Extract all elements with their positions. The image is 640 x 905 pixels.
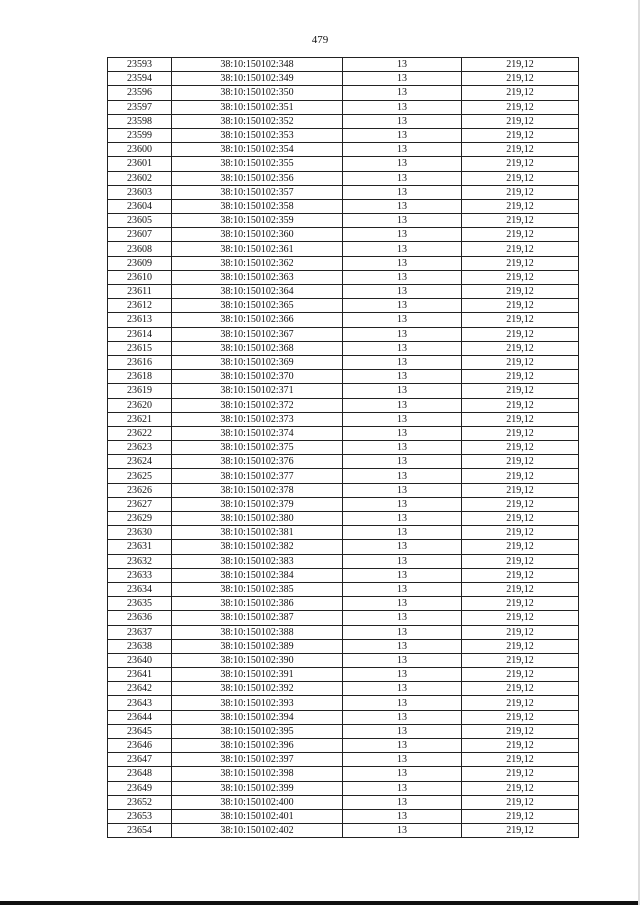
cadastral-number-cell: 38:10:150102:384 [172,568,343,582]
row-number-cell: 23622 [108,426,172,440]
cadastral-number-cell: 38:10:150102:402 [172,824,343,838]
area-cell: 13 [343,540,462,554]
row-number-cell: 23652 [108,795,172,809]
cadastral-number-cell: 38:10:150102:375 [172,441,343,455]
area-cell: 13 [343,270,462,284]
value-cell: 219,12 [462,256,579,270]
cadastral-number-cell: 38:10:150102:392 [172,682,343,696]
cadastral-number-cell: 38:10:150102:353 [172,128,343,142]
cadastral-number-cell: 38:10:150102:368 [172,341,343,355]
table-row [108,781,579,795]
table-row [108,228,579,242]
value-cell: 219,12 [462,341,579,355]
row-number-cell: 23599 [108,128,172,142]
value-cell: 219,12 [462,625,579,639]
area-cell: 13 [343,781,462,795]
value-cell: 219,12 [462,171,579,185]
cadastral-number-cell: 38:10:150102:388 [172,625,343,639]
row-number-cell: 23602 [108,171,172,185]
scan-bottom-edge [0,901,640,905]
row-number-cell: 23596 [108,86,172,100]
value-cell: 219,12 [462,398,579,412]
cadastral-number-cell: 38:10:150102:401 [172,809,343,823]
table-row [108,824,579,838]
table-row [108,724,579,738]
table-body [108,58,579,838]
table-row [108,795,579,809]
area-cell: 13 [343,441,462,455]
table-row [108,270,579,284]
table-row [108,526,579,540]
area-cell: 13 [343,398,462,412]
value-cell: 219,12 [462,611,579,625]
row-number-cell: 23653 [108,809,172,823]
area-cell: 13 [343,313,462,327]
value-cell: 219,12 [462,781,579,795]
table-row [108,469,579,483]
cadastral-number-cell: 38:10:150102:380 [172,512,343,526]
area-cell: 13 [343,299,462,313]
value-cell: 219,12 [462,653,579,667]
table-row [108,682,579,696]
area-cell: 13 [343,469,462,483]
value-cell: 219,12 [462,242,579,256]
row-number-cell: 23611 [108,285,172,299]
value-cell: 219,12 [462,554,579,568]
value-cell: 219,12 [462,469,579,483]
area-cell: 13 [343,809,462,823]
row-number-cell: 23624 [108,455,172,469]
row-number-cell: 23607 [108,228,172,242]
value-cell: 219,12 [462,384,579,398]
value-cell: 219,12 [462,185,579,199]
area-cell: 13 [343,724,462,738]
value-cell: 219,12 [462,58,579,72]
row-number-cell: 23613 [108,313,172,327]
row-number-cell: 23623 [108,441,172,455]
area-cell: 13 [343,682,462,696]
table-row [108,597,579,611]
row-number-cell: 23615 [108,341,172,355]
value-cell: 219,12 [462,299,579,313]
row-number-cell: 23616 [108,355,172,369]
value-cell: 219,12 [462,355,579,369]
table-row [108,171,579,185]
value-cell: 219,12 [462,824,579,838]
value-cell: 219,12 [462,455,579,469]
row-number-cell: 23620 [108,398,172,412]
area-cell: 13 [343,582,462,596]
row-number-cell: 23626 [108,483,172,497]
table-row [108,299,579,313]
area-cell: 13 [343,355,462,369]
table-row [108,114,579,128]
row-number-cell: 23605 [108,214,172,228]
row-number-cell: 23621 [108,412,172,426]
cadastral-number-cell: 38:10:150102:397 [172,753,343,767]
table-row [108,611,579,625]
area-cell: 13 [343,100,462,114]
row-number-cell: 23603 [108,185,172,199]
table-row [108,199,579,213]
area-cell: 13 [343,370,462,384]
area-cell: 13 [343,483,462,497]
area-cell: 13 [343,824,462,838]
cadastral-number-cell: 38:10:150102:378 [172,483,343,497]
value-cell: 219,12 [462,497,579,511]
area-cell: 13 [343,653,462,667]
cadastral-number-cell: 38:10:150102:387 [172,611,343,625]
value-cell: 219,12 [462,441,579,455]
row-number-cell: 23647 [108,753,172,767]
row-number-cell: 23645 [108,724,172,738]
table-row [108,710,579,724]
row-number-cell: 23633 [108,568,172,582]
row-number-cell: 23638 [108,639,172,653]
table-row [108,653,579,667]
area-cell: 13 [343,554,462,568]
cadastral-number-cell: 38:10:150102:394 [172,710,343,724]
area-cell: 13 [343,384,462,398]
value-cell: 219,12 [462,809,579,823]
cadastral-number-cell: 38:10:150102:371 [172,384,343,398]
cadastral-number-cell: 38:10:150102:377 [172,469,343,483]
cadastral-number-cell: 38:10:150102:390 [172,653,343,667]
area-cell: 13 [343,157,462,171]
value-cell: 219,12 [462,597,579,611]
table-row [108,767,579,781]
row-number-cell: 23629 [108,512,172,526]
row-number-cell: 23604 [108,199,172,213]
value-cell: 219,12 [462,143,579,157]
value-cell: 219,12 [462,526,579,540]
cadastral-number-cell: 38:10:150102:373 [172,412,343,426]
row-number-cell: 23610 [108,270,172,284]
value-cell: 219,12 [462,214,579,228]
cadastral-number-cell: 38:10:150102:381 [172,526,343,540]
cadastral-number-cell: 38:10:150102:370 [172,370,343,384]
value-cell: 219,12 [462,114,579,128]
value-cell: 219,12 [462,540,579,554]
value-cell: 219,12 [462,72,579,86]
area-cell: 13 [343,256,462,270]
value-cell: 219,12 [462,228,579,242]
value-cell: 219,12 [462,270,579,284]
area-cell: 13 [343,426,462,440]
area-cell: 13 [343,512,462,526]
cadastral-number-cell: 38:10:150102:398 [172,767,343,781]
table-row [108,512,579,526]
table-row [108,355,579,369]
cadastral-number-cell: 38:10:150102:365 [172,299,343,313]
table-row [108,540,579,554]
row-number-cell: 23642 [108,682,172,696]
cadastral-number-cell: 38:10:150102:356 [172,171,343,185]
cadastral-number-cell: 38:10:150102:352 [172,114,343,128]
table-row [108,157,579,171]
row-number-cell: 23598 [108,114,172,128]
value-cell: 219,12 [462,767,579,781]
row-number-cell: 23648 [108,767,172,781]
area-cell: 13 [343,497,462,511]
area-cell: 13 [343,341,462,355]
cadastral-number-cell: 38:10:150102:350 [172,86,343,100]
table-row [108,100,579,114]
row-number-cell: 23619 [108,384,172,398]
area-cell: 13 [343,412,462,426]
row-number-cell: 23612 [108,299,172,313]
area-cell: 13 [343,72,462,86]
value-cell: 219,12 [462,313,579,327]
cadastral-number-cell: 38:10:150102:349 [172,72,343,86]
table-row [108,696,579,710]
table-row [108,753,579,767]
value-cell: 219,12 [462,86,579,100]
value-cell: 219,12 [462,696,579,710]
row-number-cell: 23644 [108,710,172,724]
area-cell: 13 [343,171,462,185]
row-number-cell: 23631 [108,540,172,554]
table-row [108,739,579,753]
table-row [108,86,579,100]
area-cell: 13 [343,625,462,639]
area-cell: 13 [343,696,462,710]
cadastral-number-cell: 38:10:150102:382 [172,540,343,554]
value-cell: 219,12 [462,568,579,582]
row-number-cell: 23601 [108,157,172,171]
cadastral-number-cell: 38:10:150102:385 [172,582,343,596]
area-cell: 13 [343,710,462,724]
area-cell: 13 [343,327,462,341]
table-row [108,483,579,497]
cadastral-number-cell: 38:10:150102:366 [172,313,343,327]
table-row [108,285,579,299]
area-cell: 13 [343,597,462,611]
data-table [107,57,579,838]
cadastral-number-cell: 38:10:150102:400 [172,795,343,809]
row-number-cell: 23636 [108,611,172,625]
cadastral-number-cell: 38:10:150102:369 [172,355,343,369]
table-row [108,668,579,682]
table-row [108,185,579,199]
row-number-cell: 23643 [108,696,172,710]
area-cell: 13 [343,242,462,256]
cadastral-number-cell: 38:10:150102:389 [172,639,343,653]
cadastral-number-cell: 38:10:150102:358 [172,199,343,213]
area-cell: 13 [343,739,462,753]
table-row [108,455,579,469]
area-cell: 13 [343,86,462,100]
cadastral-number-cell: 38:10:150102:383 [172,554,343,568]
area-cell: 13 [343,228,462,242]
value-cell: 219,12 [462,724,579,738]
table-row [108,568,579,582]
cadastral-number-cell: 38:10:150102:354 [172,143,343,157]
cadastral-number-cell: 38:10:150102:348 [172,58,343,72]
table-row [108,554,579,568]
table-row [108,128,579,142]
area-cell: 13 [343,214,462,228]
row-number-cell: 23630 [108,526,172,540]
area-cell: 13 [343,185,462,199]
value-cell: 219,12 [462,199,579,213]
row-number-cell: 23654 [108,824,172,838]
area-cell: 13 [343,767,462,781]
cadastral-number-cell: 38:10:150102:393 [172,696,343,710]
table-row [108,426,579,440]
table-row [108,341,579,355]
table-row [108,497,579,511]
table-row [108,412,579,426]
table-row [108,809,579,823]
cadastral-number-cell: 38:10:150102:391 [172,668,343,682]
row-number-cell: 23608 [108,242,172,256]
value-cell: 219,12 [462,426,579,440]
row-number-cell: 23593 [108,58,172,72]
value-cell: 219,12 [462,483,579,497]
value-cell: 219,12 [462,412,579,426]
area-cell: 13 [343,639,462,653]
area-cell: 13 [343,753,462,767]
row-number-cell: 23627 [108,497,172,511]
cadastral-number-cell: 38:10:150102:395 [172,724,343,738]
cadastral-number-cell: 38:10:150102:362 [172,256,343,270]
table-row [108,214,579,228]
table-row [108,639,579,653]
row-number-cell: 23646 [108,739,172,753]
cadastral-number-cell: 38:10:150102:386 [172,597,343,611]
cadastral-number-cell: 38:10:150102:399 [172,781,343,795]
area-cell: 13 [343,58,462,72]
area-cell: 13 [343,114,462,128]
value-cell: 219,12 [462,682,579,696]
value-cell: 219,12 [462,753,579,767]
page-number: 479 [311,34,329,46]
row-number-cell: 23637 [108,625,172,639]
table-row [108,441,579,455]
row-number-cell: 23634 [108,582,172,596]
area-cell: 13 [343,668,462,682]
area-cell: 13 [343,455,462,469]
table-row [108,398,579,412]
area-cell: 13 [343,526,462,540]
value-cell: 219,12 [462,710,579,724]
value-cell: 219,12 [462,100,579,114]
table-row [108,242,579,256]
row-number-cell: 23609 [108,256,172,270]
table-row [108,384,579,398]
cadastral-number-cell: 38:10:150102:351 [172,100,343,114]
value-cell: 219,12 [462,668,579,682]
table-row [108,625,579,639]
cadastral-number-cell: 38:10:150102:359 [172,214,343,228]
value-cell: 219,12 [462,795,579,809]
table-row [108,256,579,270]
row-number-cell: 23635 [108,597,172,611]
table-row [108,582,579,596]
row-number-cell: 23614 [108,327,172,341]
row-number-cell: 23632 [108,554,172,568]
row-number-cell: 23600 [108,143,172,157]
cadastral-number-cell: 38:10:150102:374 [172,426,343,440]
area-cell: 13 [343,199,462,213]
cadastral-number-cell: 38:10:150102:372 [172,398,343,412]
cadastral-number-cell: 38:10:150102:357 [172,185,343,199]
table-row [108,313,579,327]
cadastral-number-cell: 38:10:150102:376 [172,455,343,469]
table-row [108,370,579,384]
row-number-cell: 23597 [108,100,172,114]
cadastral-number-cell: 38:10:150102:355 [172,157,343,171]
row-number-cell: 23594 [108,72,172,86]
value-cell: 219,12 [462,327,579,341]
area-cell: 13 [343,611,462,625]
row-number-cell: 23618 [108,370,172,384]
area-cell: 13 [343,795,462,809]
cadastral-number-cell: 38:10:150102:396 [172,739,343,753]
row-number-cell: 23641 [108,668,172,682]
table-row [108,143,579,157]
area-cell: 13 [343,568,462,582]
value-cell: 219,12 [462,512,579,526]
value-cell: 219,12 [462,285,579,299]
cadastral-number-cell: 38:10:150102:360 [172,228,343,242]
cadastral-number-cell: 38:10:150102:363 [172,270,343,284]
row-number-cell: 23640 [108,653,172,667]
table-row [108,58,579,72]
value-cell: 219,12 [462,739,579,753]
area-cell: 13 [343,285,462,299]
value-cell: 219,12 [462,128,579,142]
cadastral-number-cell: 38:10:150102:361 [172,242,343,256]
value-cell: 219,12 [462,157,579,171]
cadastral-number-cell: 38:10:150102:364 [172,285,343,299]
area-cell: 13 [343,128,462,142]
cadastral-number-cell: 38:10:150102:367 [172,327,343,341]
area-cell: 13 [343,143,462,157]
row-number-cell: 23649 [108,781,172,795]
cadastral-number-cell: 38:10:150102:379 [172,497,343,511]
value-cell: 219,12 [462,370,579,384]
value-cell: 219,12 [462,639,579,653]
table-row [108,327,579,341]
value-cell: 219,12 [462,582,579,596]
table-row [108,72,579,86]
row-number-cell: 23625 [108,469,172,483]
